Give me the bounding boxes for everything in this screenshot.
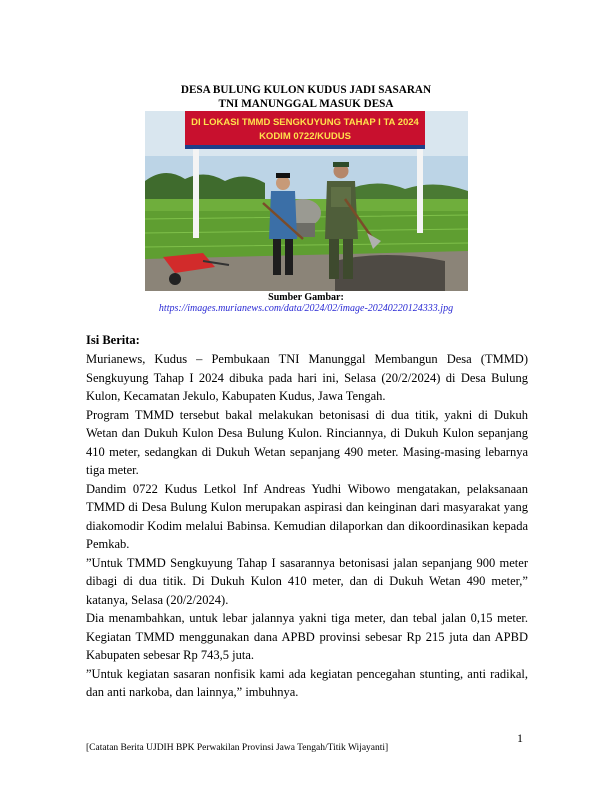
- article-title: [0, 84, 612, 111]
- credit-url[interactable]: https://images.murianews.com/data/2024/02/image-20240220124333.jpg: [158, 303, 454, 314]
- paragraph: Dandim 0722 Kudus Letkol Inf Andreas Yudhi Wibowo mengatakan, pelaksanaan TMMD di Desa Bulung Kulon merupakan aspirasi dan keinginan dari masyarakat yang diakomodir Kodim melalui Babinsa. Kemudian dilaporkan dan dikoordinasikan kepada Pemkab.: [86, 481, 528, 551]
- paragraph: Program TMMD tersebut bakal melakukan betonisasi di dua titik, yakni di Dukuh Wetan dan Dukuh Kulon Desa Bulung Kulon. Rinciannya, di Dukuh Kulon sepanjang 410 meter, sedangkan di Dukuh Wetan sepanjang 490 meter. Masing-masing lebarnya tiga meter.: [86, 407, 528, 477]
- banner-text-1: DI LOKASI TMMD SENGKUYUNG TAHAP I TA 2024: [191, 117, 419, 128]
- banner-text-2: KODIM 0722/KUDUS: [259, 131, 351, 142]
- image-credit: [0, 292, 612, 314]
- paragraph: ”Untuk kegiatan sasaran nonfisik kami ada kegiatan pencegahan stunting, anti radikal, dan anti narkoba, dan lainnya,” imbuhnya.: [86, 666, 528, 699]
- page-number: 1: [517, 731, 523, 745]
- footer-note: [Catatan Berita UJDIH BPK Perwakilan Provinsi Jawa Tengah/Titik Wijayanti]: [86, 743, 389, 753]
- section-heading: Isi Berita:: [86, 333, 140, 347]
- title-line-2: TNI MANUNGGAL MASUK DESA: [218, 97, 394, 110]
- credit-label: Sumber Gambar:: [268, 292, 344, 303]
- paragraph: Dia menambahkan, untuk lebar jalannya yakni tiga meter, dan tebal jalan 0,15 meter. Kegiatan TMMD menggunakan dana APBD provinsi sebesar Rp 215 juta dan APBD Kabupaten sebesar Rp 743,5 juta.: [86, 611, 528, 662]
- article-body: [86, 350, 528, 702]
- paragraph: ”Untuk TMMD Sengkuyung Tahap I sasarannya betonisasi jalan sepanjang 900 meter dibagi di dua titik. Di Dukuh Kulon 410 meter, dan di Dukuh Wetan 490 meter,” katanya, Selasa (20/2/2024).: [86, 555, 528, 607]
- title-line-1: DESA BULUNG KULON KUDUS JADI SASARAN: [180, 84, 432, 96]
- paragraph: Murianews, Kudus – Pembukaan TNI Manunggal Membangun Desa (TMMD) Sengkuyung Tahap I 2024 dibuka pada hari ini, Selasa (20/2/2024) di Desa Bulung Kulon, Kecamatan Jekulo, Kabupaten Kudus, Jawa Tengah.: [86, 352, 528, 403]
- news-photo: [145, 111, 468, 291]
